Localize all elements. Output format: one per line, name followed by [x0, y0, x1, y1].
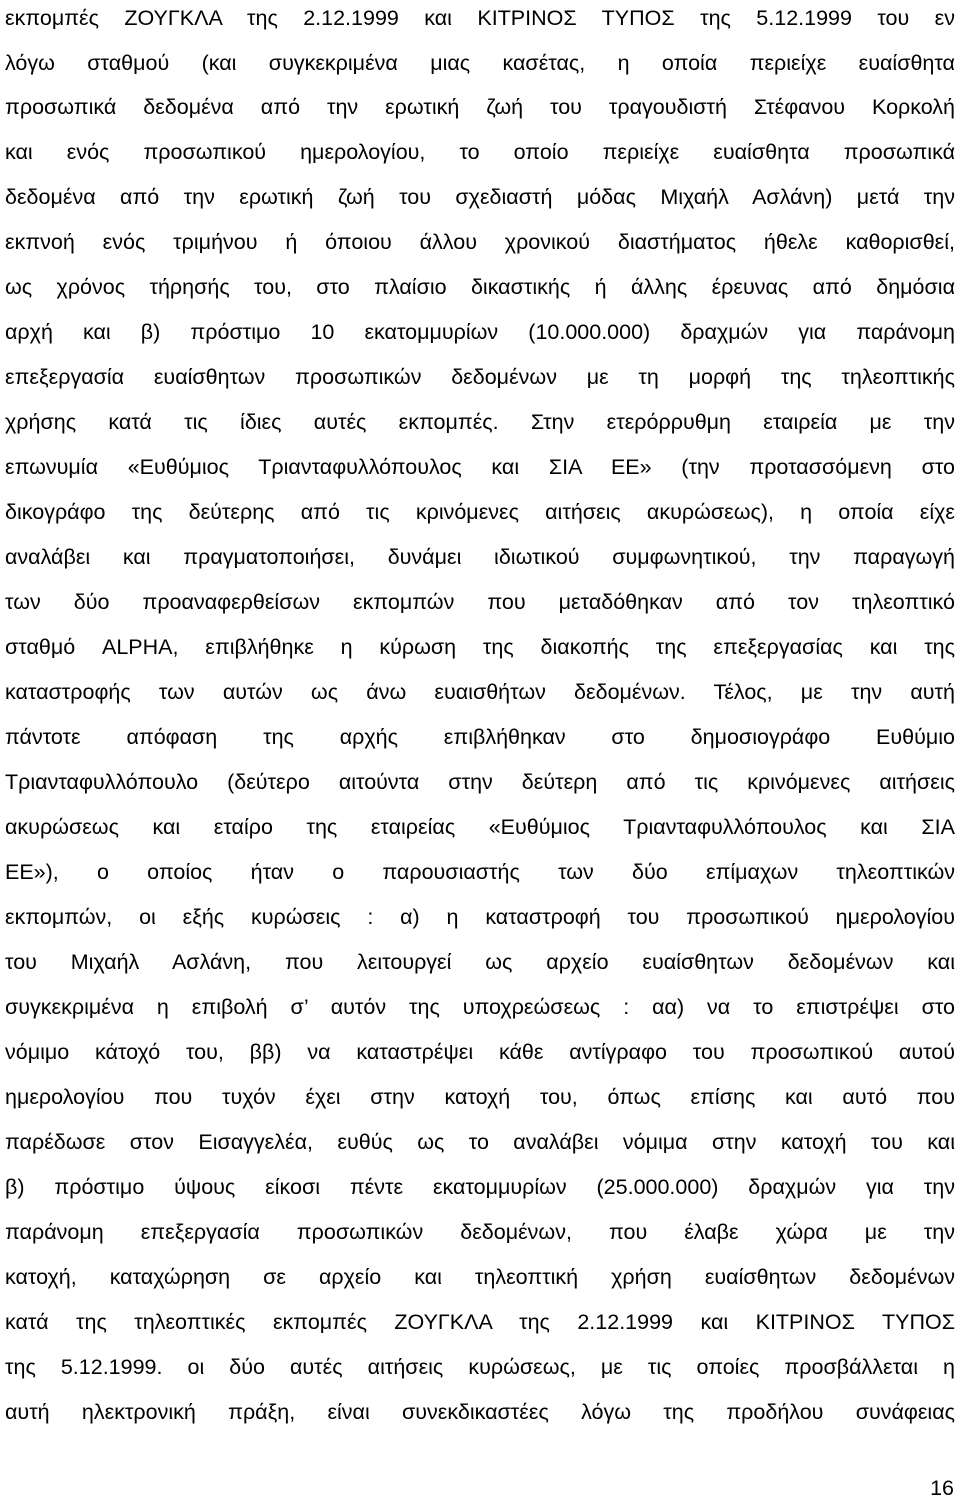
- text-line: β) πρόστιμο ύψους είκοσι πέντε εκατομμυρίων (25.000.000) δραχμών για την: [5, 1175, 955, 1199]
- text-line: επωνυμία «Ευθύμιος Τριανταφυλλόπουλος και ΣΙΑ ΕΕ» (την προτασσόμενη στο: [5, 455, 955, 479]
- text-line: καταστροφής των αυτών ως άνω ευαισθήτων δεδομένων. Τέλος, με την αυτή: [5, 680, 955, 704]
- text-line: της 5.12.1999. οι δύο αυτές αιτήσεις κυρώσεως, με τις οποίες προσβάλλεται η: [5, 1355, 955, 1379]
- text-line: Τριανταφυλλόπουλο (δεύτερο αιτούντα στην δεύτερη από τις κρινόμενες αιτήσεις: [5, 770, 955, 794]
- text-line: ΕΕ»), ο οποίος ήταν ο παρουσιαστής των δύο επίμαχων τηλεοπτικών: [5, 860, 955, 884]
- text-line: εκπομπές ΖΟΥΓΚΛΑ της 2.12.1999 και ΚΙΤΡΙΝΟΣ ΤΥΠΟΣ της 5.12.1999 του εν: [5, 6, 955, 30]
- text-line: εκπνοή ενός τριμήνου ή όποιου άλλου χρονικού διαστήματος ήθελε καθορισθεί,: [5, 230, 955, 254]
- text-line: κατά της τηλεοπτικές εκπομπές ΖΟΥΓΚΛΑ της 2.12.1999 και ΚΙΤΡΙΝΟΣ ΤΥΠΟΣ: [5, 1310, 955, 1334]
- text-line: δικογράφο της δεύτερης από τις κρινόμενες αιτήσεις ακυρώσεως), η οποία είχε: [5, 500, 955, 524]
- text-line: ακυρώσεως και εταίρο της εταιρείας «Ευθύμιος Τριανταφυλλόπουλος και ΣΙΑ: [5, 815, 955, 839]
- text-line: αρχή και β) πρόστιμο 10 εκατομμυρίων (10.000.000) δραχμών για παράνομη: [5, 320, 955, 344]
- text-line: των δύο προαναφερθείσων εκπομπών που μεταδόθηκαν από τον τηλεοπτικό: [5, 590, 955, 614]
- text-line: του Μιχαήλ Ασλάνη, που λειτουργεί ως αρχείο ευαίσθητων δεδομένων και: [5, 950, 955, 974]
- text-line: αυτή ηλεκτρονική πράξη, είναι συνεκδικαστέες λόγω της προδήλου συνάφειας: [5, 1400, 955, 1424]
- text-line: ημερολογίου που τυχόν έχει στην κατοχή του, όπως επίσης και αυτό που: [5, 1085, 955, 1109]
- text-line: πάντοτε απόφαση της αρχής επιβλήθηκαν στο δημοσιογράφο Ευθύμιο: [5, 725, 955, 749]
- text-line: και ενός προσωπικού ημερολογίου, το οποίο περιείχε ευαίσθητα προσωπικά: [5, 140, 955, 164]
- text-line: σταθμό ALPHA, επιβλήθηκε η κύρωση της διακοπής της επεξεργασίας και της: [5, 635, 955, 659]
- page-number: 16: [930, 1476, 954, 1500]
- text-line: νόμιμο κάτοχό του, ββ) να καταστρέψει κάθε αντίγραφο του προσωπικού αυτού: [5, 1040, 955, 1064]
- text-line: παρέδωσε στον Εισαγγελέα, ευθύς ως το αναλάβει νόμιμα στην κατοχή του και: [5, 1130, 955, 1154]
- text-line: παράνομη επεξεργασία προσωπικών δεδομένων, που έλαβε χώρα με την: [5, 1220, 955, 1244]
- text-line: εκπομπών, οι εξής κυρώσεις : α) η καταστροφή του προσωπικού ημερολογίου: [5, 905, 955, 929]
- text-line: προσωπικά δεδομένα από την ερωτική ζωή του τραγουδιστή Στέφανου Κορκολή: [5, 95, 955, 119]
- text-line: επεξεργασία ευαίσθητων προσωπικών δεδομένων με τη μορφή της τηλεοπτικής: [5, 365, 955, 389]
- text-line: λόγω σταθμού (και συγκεκριμένα μιας κασέτας, η οποία περιείχε ευαίσθητα: [5, 51, 955, 75]
- text-line: κατοχή, καταχώρηση σε αρχείο και τηλεοπτική χρήση ευαίσθητων δεδομένων: [5, 1265, 955, 1289]
- text-line: αναλάβει και πραγματοποιήσει, δυνάμει ιδιωτικού συμφωνητικού, την παραγωγή: [5, 545, 955, 569]
- text-line: ως χρόνος τήρησής του, στο πλαίσιο δικαστικής ή άλλης έρευνας από δημόσια: [5, 275, 955, 299]
- text-line: χρήσης κατά τις ίδιες αυτές εκπομπές. Στην ετερόρρυθμη εταιρεία με την: [5, 410, 955, 434]
- text-line: συγκεκριμένα η επιβολή σ’ αυτόν της υποχρεώσεως : αα) να το επιστρέψει στο: [5, 995, 955, 1019]
- text-line: δεδομένα από την ερωτική ζωή του σχεδιαστή μόδας Μιχαήλ Ασλάνη) μετά την: [5, 185, 955, 209]
